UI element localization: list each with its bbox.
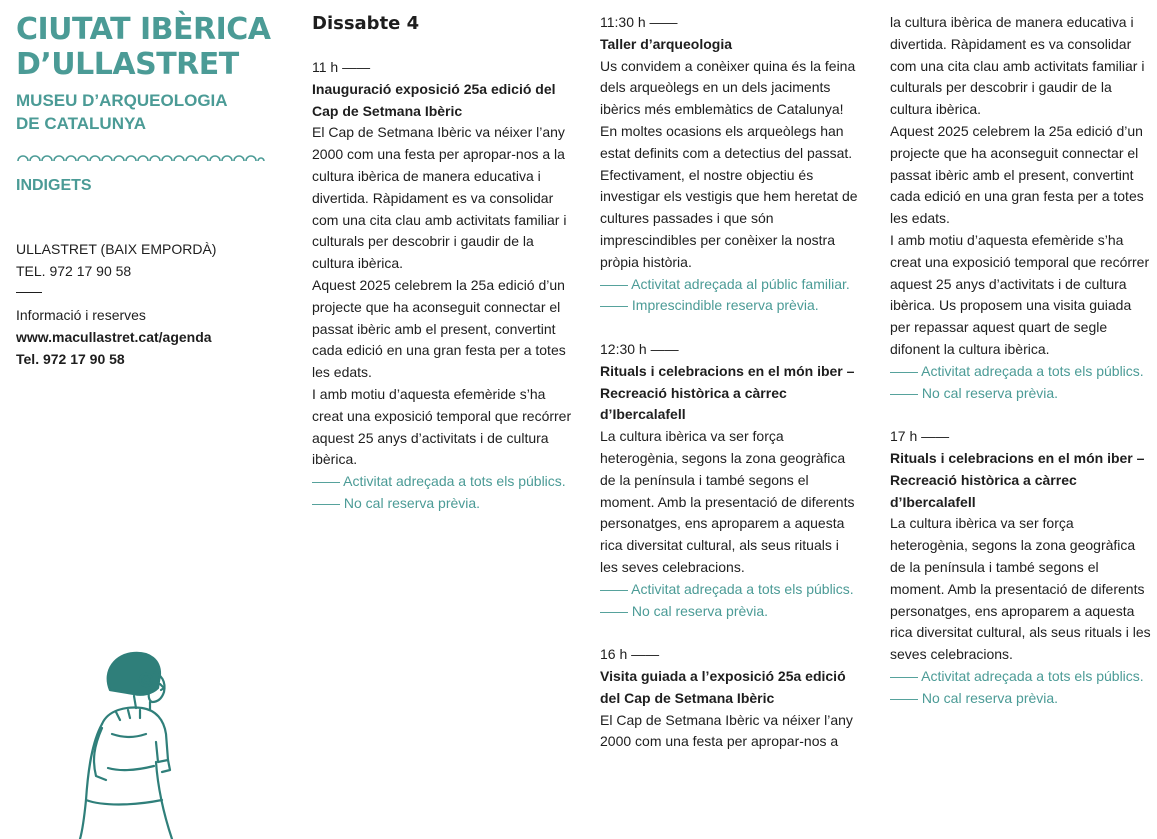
event-time: 12:30 h —— <box>600 340 679 357</box>
phone-line: TEL. 972 17 90 58 <box>16 263 132 279</box>
address-block <box>16 238 286 282</box>
wave-ornament-icon <box>16 149 286 167</box>
event-title: Inauguració exposició 25a edició del Cap de Setmana Ibèric <box>312 80 556 119</box>
event-note: —— No cal reserva prèvia. <box>890 689 1059 706</box>
event-description: El Cap de Setmana Ibèric va néixer l’any 2000 com una festa per apropar-nos a la cultura ibèrica de manera educativa i divertida. Ràpidament es va consolidar com una cita clau amb activitats familiar i culturals per descobrir i gaudir de la cultura ibèrica. <box>312 124 567 272</box>
museum-line1: MUSEU D’ARQUEOLOGIA <box>16 91 228 110</box>
event-note: —— No cal reserva prèvia. <box>890 384 1059 401</box>
event-block <box>312 57 572 515</box>
event-note: —— Activitat adreçada al públic familiar. <box>600 275 850 292</box>
place-name: ULLASTRET (BAIX EMPORDÀ) <box>16 241 217 257</box>
event-description: I amb motiu d’aquesta efemèride s’ha creat una exposició temporal que recórrer aquest 25 anys d’activitats i de cultura ibèrica. Us proposem una visita guiada per repassar aquest quart de segle difonent la cultura ibèrica. <box>890 231 1150 357</box>
event-description: La cultura ibèrica va ser força heterogènia, segons la zona geogràfica de la península i també segons el moment. Amb la presentació de diferents personatges, ens aproparem a aquesta rica diversitat cultural, als seus rituals i les seves celebracions. <box>600 428 855 575</box>
event-title: Taller d’arqueologia <box>600 35 732 52</box>
event-time: 16 h —— <box>600 646 660 663</box>
day-title: Dissabte 4 <box>312 13 420 34</box>
event-description: Aquest 2025 celebrem la 25a edició d’un projecte que ha aconseguit connectar el passat ibèric amb el present, convertint cada edició en una gran festa per a totes les edats. <box>312 276 566 381</box>
event-note: —— Activitat adreçada a tots els públics. <box>890 362 1144 379</box>
event-note: —— Activitat adreçada a tots els públics. <box>600 580 854 597</box>
logo-title-line2: D’ULLASTRET <box>16 47 239 82</box>
event-description: la cultura ibèrica de manera educativa i divertida. Ràpidament es va consolidar com una cita clau amb activitats familiar i culturals per descobrir i gaudir de la cultura ibèrica. <box>890 14 1145 118</box>
event-note: —— No cal reserva prèvia. <box>312 494 481 511</box>
event-description: Aquest 2025 celebrem la 25a edició d’un projecte que ha aconseguit connectar el passat ibèric amb el present, convertint cada edició en una gran festa per a totes les edats. <box>890 122 1144 227</box>
event-note: —— Activitat adreçada a tots els públics. <box>890 667 1144 684</box>
event-note: —— No cal reserva prèvia. <box>600 602 769 619</box>
event-time: 11 h —— <box>312 59 371 75</box>
iberian-figure-illustration <box>72 650 182 839</box>
event-time: 11:30 h —— <box>600 14 678 30</box>
schedule-column-2 <box>600 12 860 775</box>
event-title: Rituals i celebracions en el món iber – Recreació històrica a càrrec d’Ibercalafell <box>890 449 1145 510</box>
divider <box>16 292 42 293</box>
museum-line2: DE CATALUNYA <box>16 114 147 133</box>
sidebar <box>16 12 286 370</box>
event-block <box>890 426 1152 709</box>
event-title: Visita guiada a l’exposició 25a edició del Cap de Setmana Ibèric <box>600 667 846 706</box>
event-title: Rituals i celebracions en el món iber – Recreació històrica a càrrec d’Ibercalafell <box>600 362 855 423</box>
event-block <box>600 12 860 317</box>
event-note: —— Activitat adreçada a tots els públics. <box>312 473 566 490</box>
event-block <box>890 12 1152 404</box>
info-label: Informació i reserves <box>16 307 146 323</box>
phone-bold: Tel. 972 17 90 58 <box>16 351 125 367</box>
schedule-column-3 <box>890 12 1152 731</box>
event-block <box>600 644 860 753</box>
event-description: El Cap de Setmana Ibèric va néixer l’any 2000 com una festa per apropar-nos a <box>600 711 853 750</box>
event-description: En moltes ocasions els arqueòlegs han estat definits com a detectius del passat. Efectivament, el nostre objectiu és investigar els vestigis que hem heretat de cultures passades i que són imprescindibles per conèixer la nostra pròpia història. <box>600 122 858 270</box>
museum-name <box>16 89 286 135</box>
schedule-column-1 <box>312 12 572 537</box>
section-label: INDIGETS <box>16 177 92 194</box>
event-time: 17 h —— <box>890 428 950 445</box>
event-block <box>600 339 860 622</box>
event-description: Us convidem a conèixer quina és la feina dels arqueòlegs en un dels jaciments ibèrics més emblemàtics de Catalunya! <box>600 57 856 118</box>
event-note: —— Imprescindible reserva prèvia. <box>600 297 819 314</box>
info-block <box>16 304 286 370</box>
event-description: I amb motiu d’aquesta efemèride s’ha creat una exposició temporal que recórrer aquest 25 anys d’activitats i de cultura ibèrica. <box>312 385 572 468</box>
website-link[interactable]: www.macullastret.cat/agenda <box>16 329 212 345</box>
logo-title-line1: CIUTAT IBÈRICA <box>16 12 271 47</box>
event-description: La cultura ibèrica va ser força heterogènia, segons la zona geogràfica de la península i també segons el moment. Amb la presentació de diferents personatges, ens aproparem a aquesta rica diversitat cultural, als seus rituals i les seves celebracions. <box>890 515 1151 663</box>
